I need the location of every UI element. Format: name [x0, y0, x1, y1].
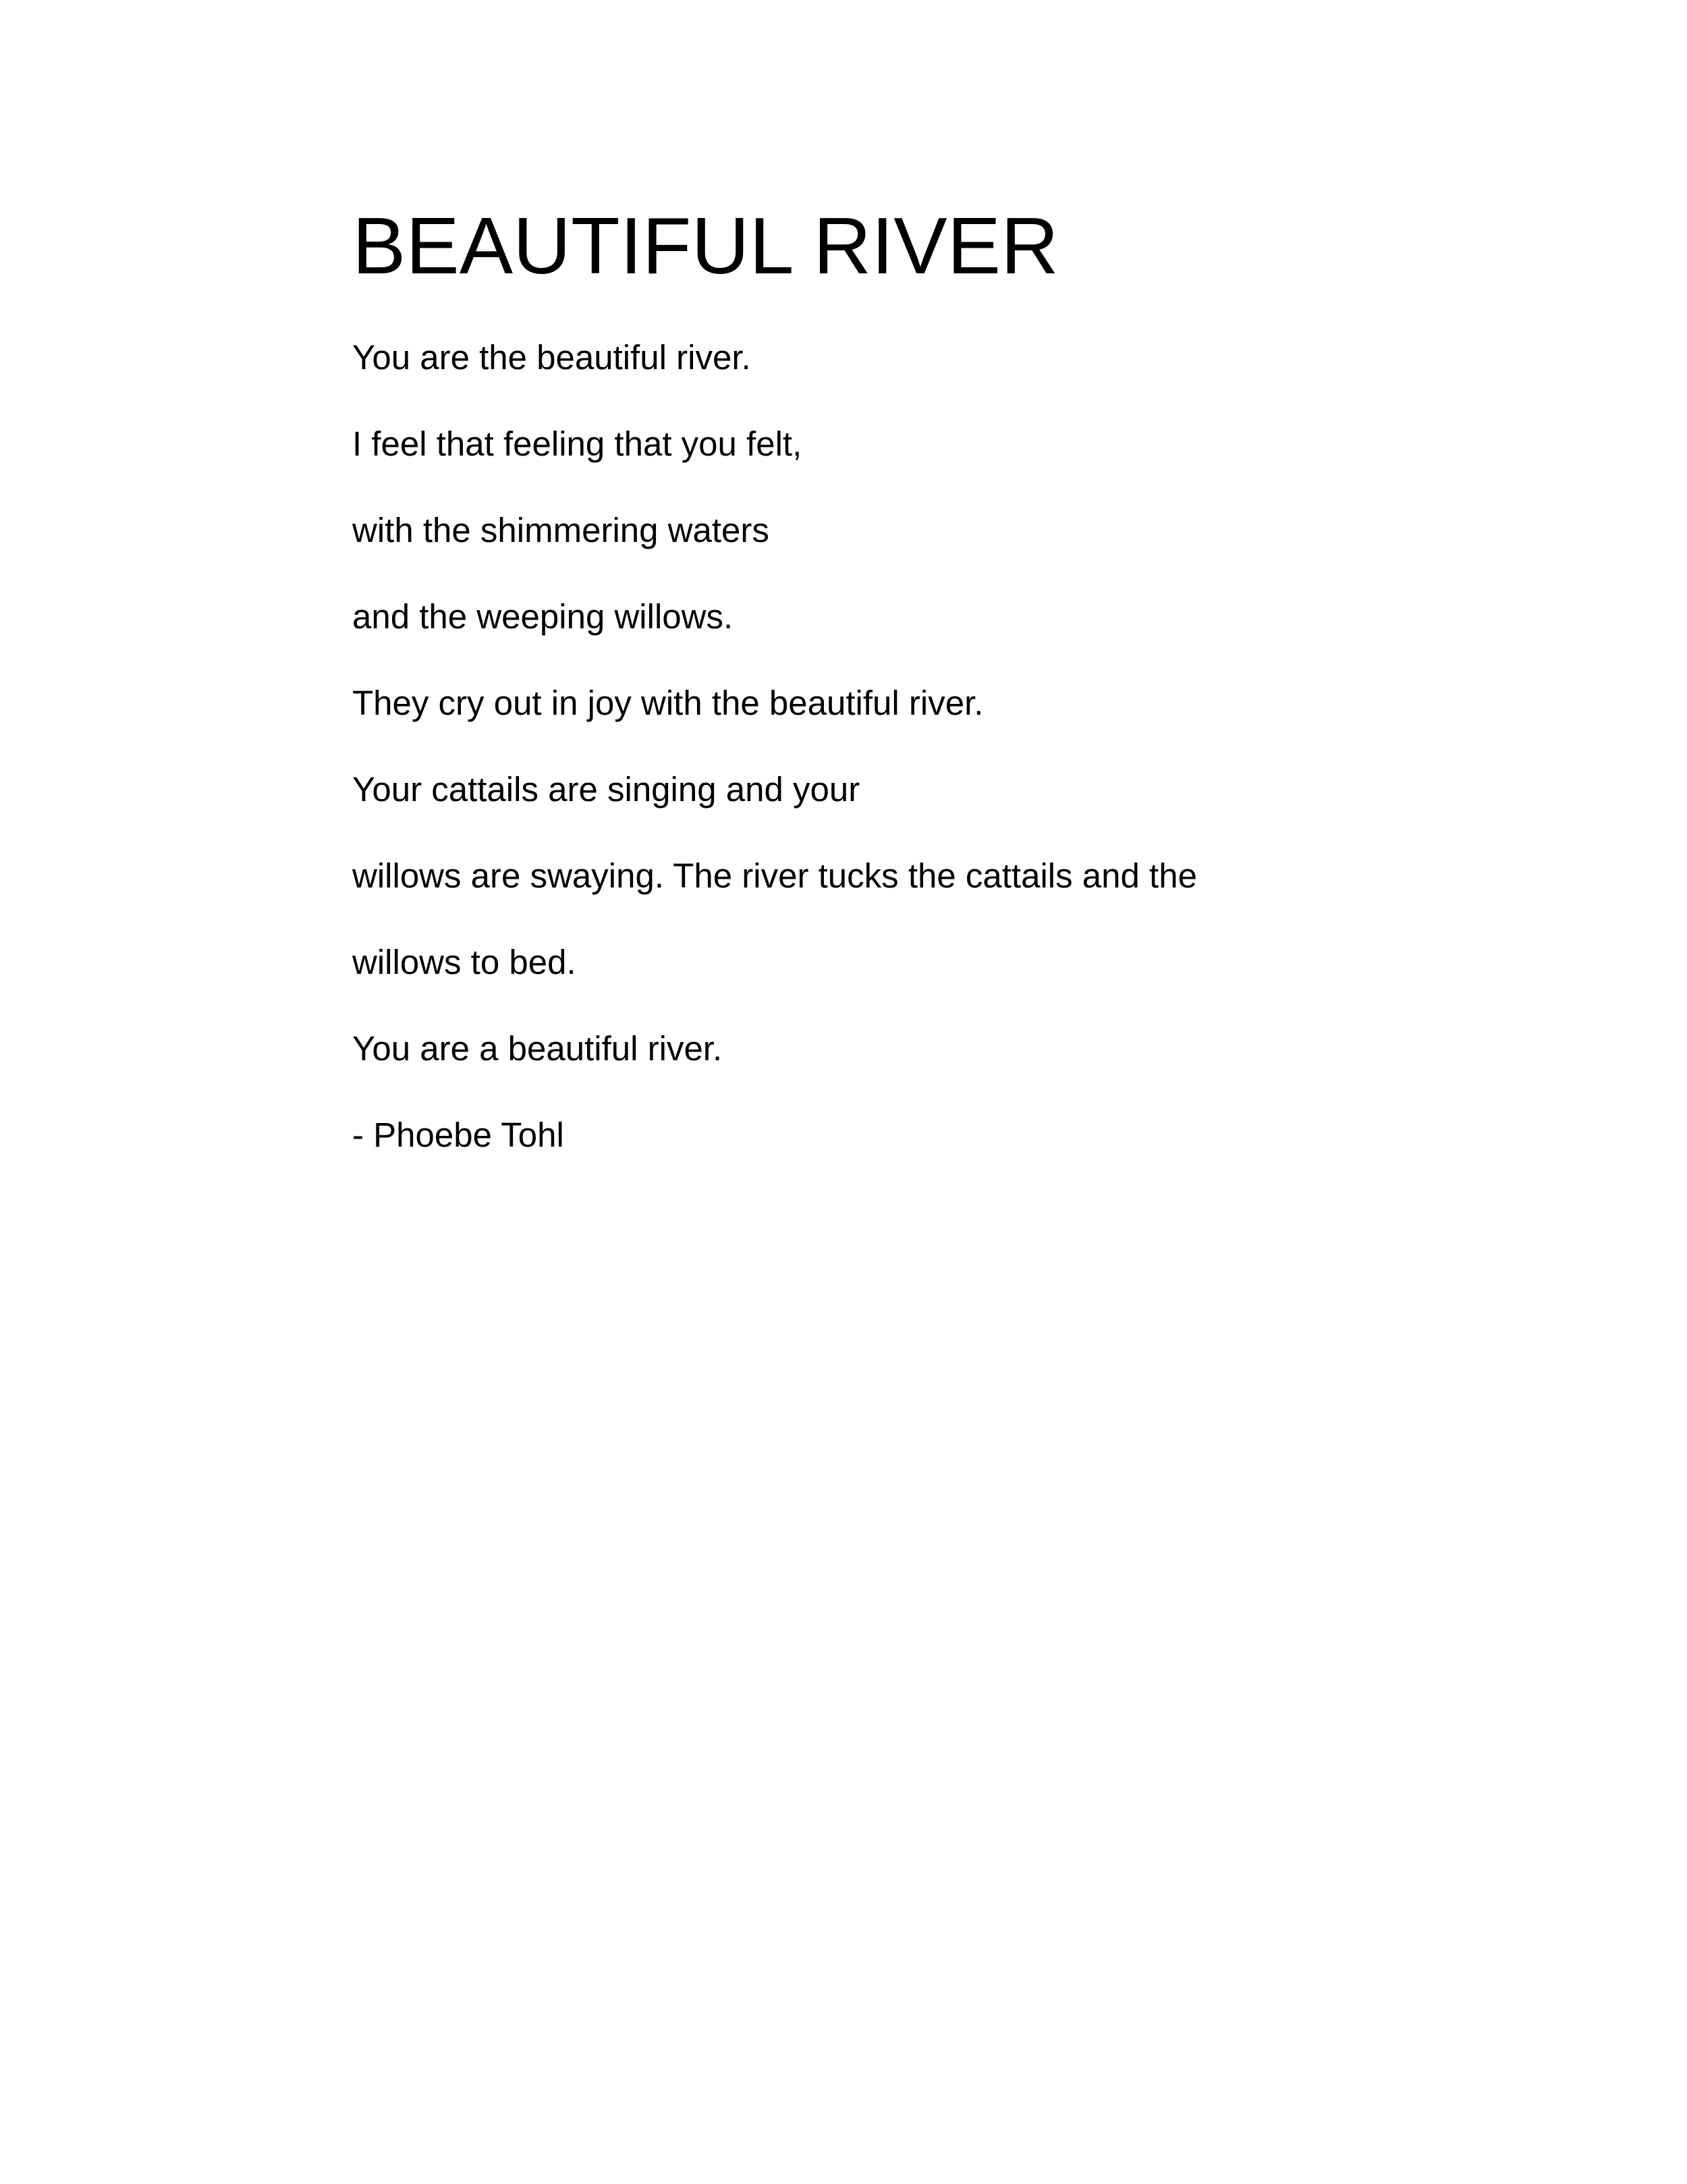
poem-line: You are a beautiful river. [352, 1029, 723, 1068]
poem-lines [352, 337, 1197, 1201]
poem-line: with the shimmering waters [352, 511, 769, 549]
poem-content [352, 199, 1499, 1154]
poem-line: You are the beautiful river. [352, 338, 751, 377]
poem-line: I feel that feeling that you felt, [352, 425, 802, 463]
poem-line: and the weeping willows. [352, 597, 734, 636]
poem-line: They cry out in joy with the beautiful river. [352, 684, 984, 722]
poem-line: Your cattails are singing and your [352, 770, 860, 809]
poem-line: willows are swaying. The river tucks the cattails and the [352, 856, 1197, 895]
poem-line: willows to bed. [352, 943, 576, 981]
poem-author: - Phoebe Tohl [352, 1116, 564, 1154]
poem-title: BEAUTIFUL RIVER [352, 201, 1059, 291]
